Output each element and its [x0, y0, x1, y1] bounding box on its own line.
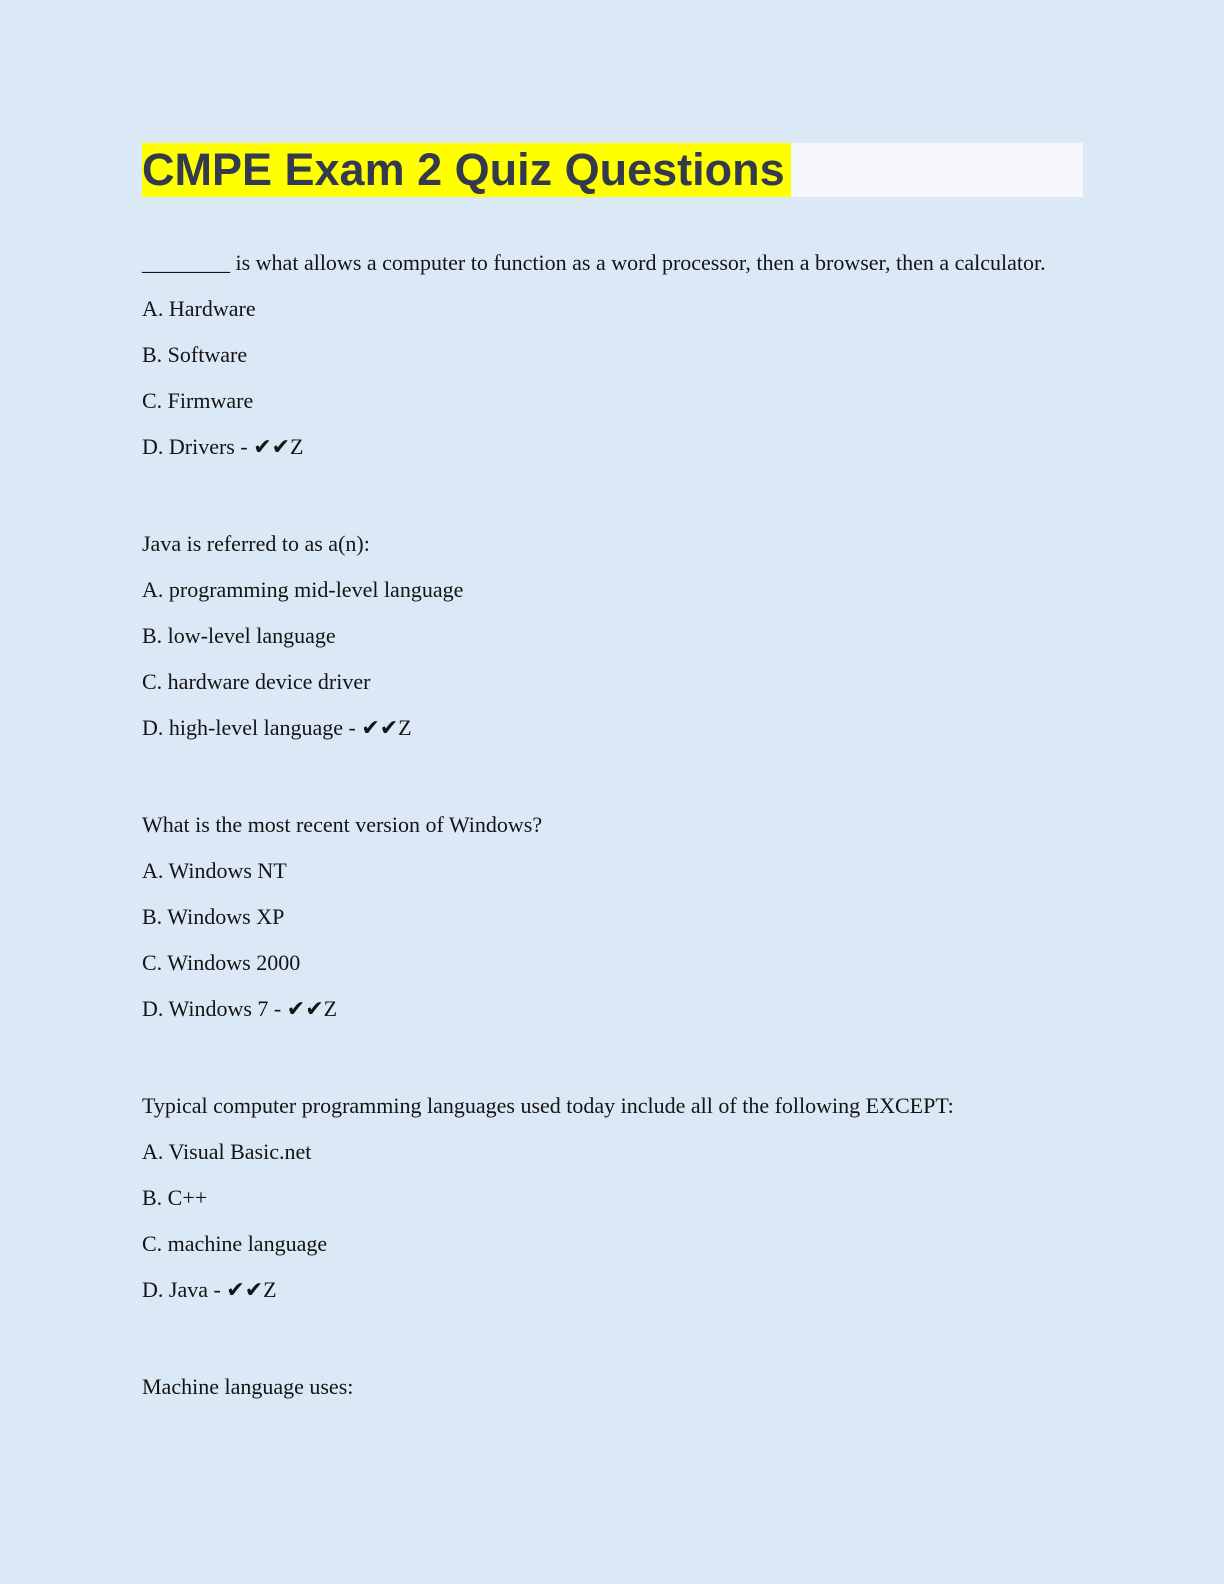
question-block-4 [142, 1091, 1083, 1305]
answer-option: C. Firmware [142, 388, 254, 413]
answer-option: A. Windows NT [142, 858, 287, 883]
question-block-3 [142, 810, 1083, 1024]
answer-option: B. Software [142, 342, 248, 367]
page-content [142, 143, 1083, 1418]
answer-option: A. Visual Basic.net [142, 1139, 312, 1164]
answer-option: C. hardware device driver [142, 669, 371, 694]
question-prompt: ________ is what allows a computer to function as a word processor, then a browser, then a calculator. [142, 250, 1046, 275]
answer-option: C. machine language [142, 1231, 328, 1256]
page-title: CMPE Exam 2 Quiz Questions [142, 143, 791, 197]
answer-option: A. Hardware [142, 296, 256, 321]
answer-option-correct: D. Drivers - ✔✔Z [142, 434, 304, 459]
answer-option: B. low-level language [142, 623, 336, 648]
answer-option: C. Windows 2000 [142, 950, 301, 975]
question-prompt: What is the most recent version of Windows? [142, 812, 543, 837]
answer-option-correct: D. Windows 7 - ✔✔Z [142, 996, 338, 1021]
question-block-2 [142, 529, 1083, 743]
answer-option: B. Windows XP [142, 904, 285, 929]
question-prompt: Machine language uses: [142, 1374, 354, 1399]
question-prompt: Typical computer programming languages used today include all of the following EXCEPT: [142, 1093, 954, 1118]
title-row [142, 143, 1083, 197]
answer-option-correct: D. Java - ✔✔Z [142, 1277, 277, 1302]
question-block-5 [142, 1372, 1083, 1402]
answer-option: B. C++ [142, 1185, 208, 1210]
title-highlight-filler [791, 143, 1083, 197]
answer-option-correct: D. high-level language - ✔✔Z [142, 715, 412, 740]
question-block-1 [142, 248, 1083, 462]
question-prompt: Java is referred to as a(n): [142, 531, 370, 556]
answer-option: A. programming mid-level language [142, 577, 464, 602]
